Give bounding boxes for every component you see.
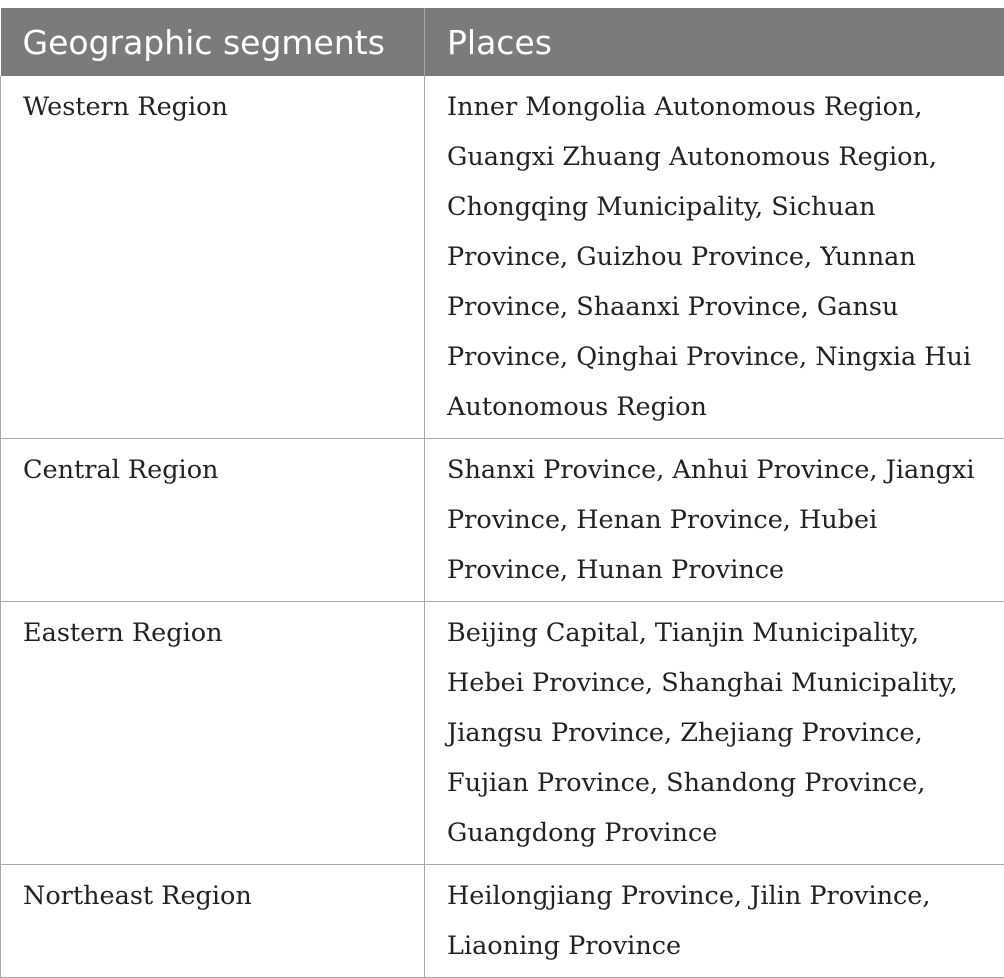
segment-cell: Northeast Region [1, 865, 425, 978]
segment-cell: Eastern Region [1, 602, 425, 865]
header-row [1, 8, 1004, 76]
table-row [1, 865, 1004, 978]
table-row [1, 439, 1004, 602]
table-row [1, 602, 1004, 865]
places-cell: Heilongjiang Province, Jilin Province, Liaoning Province [425, 865, 1004, 978]
places-cell: Inner Mongolia Autonomous Region, Guangxi Zhuang Autonomous Region, Chongqing Municipality, Sichuan Province, Guizhou Province, Yunnan Province, Shaanxi Province, Gansu Province, Qinghai Province, Ningxia Hui Autonomous Region [425, 76, 1004, 439]
places-cell: Shanxi Province, Anhui Province, Jiangxi Province, Henan Province, Hubei Province, Hunan Province [425, 439, 1004, 602]
regions-table [0, 8, 1004, 978]
table-header [1, 8, 1004, 76]
table-body [1, 76, 1004, 978]
segment-cell: Central Region [1, 439, 425, 602]
header-geographic-segments: Geographic segments [1, 8, 425, 76]
header-places: Places [425, 8, 1004, 76]
regions-table-container [0, 8, 1004, 978]
places-cell: Beijing Capital, Tianjin Municipality, Hebei Province, Shanghai Municipality, Jiangsu Province, Zhejiang Province, Fujian Province, Shandong Province, Guangdong Province [425, 602, 1004, 865]
segment-cell: Western Region [1, 76, 425, 439]
table-row [1, 76, 1004, 439]
